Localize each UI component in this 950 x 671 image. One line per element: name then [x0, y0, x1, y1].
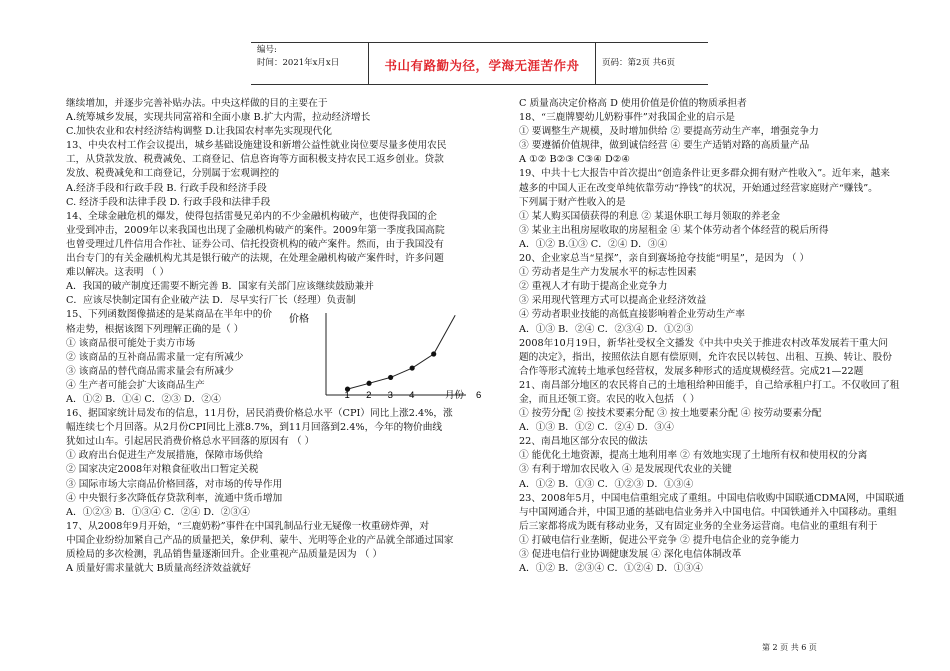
left-line: 继续增加，并逐步完善补贴办法。中央这样做的目的主要在于 [66, 98, 328, 109]
right-line: A ①② B②③ C③④ D②④ [519, 154, 631, 166]
right-line: ① 劳动者是生产力发展水平的标志性因素 [519, 267, 697, 279]
left-line: 犹如过山车。引起居民消费价格总水平回落的原因有 （ ） [66, 436, 315, 448]
right-line: 越多的中国人正在改变单纯依靠劳动“挣钱”的状况，开始通过经营家庭财产“赚钱”。 [519, 182, 878, 194]
left-line: ① 该商品很可能处于卖方市场 [66, 337, 196, 349]
left-line: 难以解决。这表明 （ ） [66, 267, 170, 279]
header-bottom-rule [251, 84, 708, 85]
page-header [251, 42, 708, 85]
left-line: A．①② B．①④ C．②③ D．②④ [66, 393, 221, 405]
page-footer: 第 2 页 共 6 页 [762, 643, 817, 652]
left-line: ④ 生产者可能会扩大该商品生产 [66, 379, 205, 391]
left-line: 13、中央农村工作会议提出，城乡基础设施建设和新增公益性就业岗位要尽量多使用农民 [66, 140, 447, 152]
x-tick-label: 4 [409, 390, 415, 399]
right-line: A．①② B．①③ C．①②③ D．①③④ [519, 478, 694, 490]
left-line: C.加快农业和农村经济结构调整 D.让我国农村率先实现现代化 [66, 126, 332, 138]
right-line: C 质量高决定价格高 D 使用价值是价值的物质承担者 [519, 98, 747, 109]
right-line: 21、南昌部分地区的农民将自己的土地租给种田能手，自己给承租户打工。不仅收回了租 [519, 379, 900, 391]
left-line: 幅连续七个月回落。从2月份CPI同比上涨8.7%，到11月回落到2.4%，今年的物价曲线 [66, 422, 443, 434]
x-tick-label: 1 [344, 390, 350, 399]
right-line: 金，而且还领工资。农民的收入包括 （ ） [519, 393, 700, 405]
left-line: C．应该尽快制定国有企业破产法 D．尽早实行厂长（经理）负责制 [66, 295, 356, 307]
left-line: 质检局的多次检测，乳品销售量逐渐回升。企业重视产品质量是因为 （ ） [66, 549, 383, 560]
left-line: 也曾受理过几件信用合作社、证券公司、信托投资机构的破产案件。然而，由于我国没有 [66, 238, 444, 250]
left-line: 16、据国家统计局发布的信息，11月份，居民消费价格总水平（CPI）同比上涨2.4%，涨 [66, 408, 453, 420]
chart-ylabel: 价格 [289, 314, 309, 325]
left-line: ④ 中央银行多次降低存贷款利率，流通中货币增加 [66, 492, 283, 504]
left-line: 业受到冲击，2009年以来我国也出现了金融机构破产的案件。2009年第一季度我国高院 [66, 224, 445, 236]
left-line: C. 经济手段和法律手段 D. 行政手段和法律手段 [66, 196, 271, 208]
right-line: A．①③ B．②④ C．②③④ D．①②③ [519, 323, 694, 335]
price-trend-line [348, 315, 456, 389]
header-motto: 书山有路勤为径，学海无涯苦作舟 [384, 58, 580, 73]
right-line: 19、中共十七大报告中首次提出“创造条件让更多群众拥有财产性收入”。近年来，越来 [519, 168, 890, 180]
right-line: 题的决定》，指出，按照依法自愿有偿原则，允许农民以转包、出租、互换、转让、股份 [519, 351, 892, 363]
right-line: ① 打破电信行业垄断，促进公平竞争 ② 提升电信企业的竞争能力 [519, 534, 800, 546]
left-line: ③ 该商品的替代商品需求量会有所减少 [66, 365, 234, 377]
right-line: ③ 要遵循价值规律，做到诚信经营 ④ 要生产适销对路的高质量产品 [519, 140, 810, 152]
header-page-label: 页码：第2页 共6页 [602, 58, 676, 68]
left-line: 17、从2008年9月开始，“三鹿奶粉”事件在中国乳制品行业无疑像一枚重磅炸弹，对 [66, 520, 430, 532]
right-line: ② 重视人才有助于提高企业竞争力 [519, 281, 668, 293]
left-line: A 质量好需求量就大 B质量高经济效益就好 [66, 563, 251, 575]
left-line: 出台专门的有关金融机构尤其是银行破产的法规，在处理金融机构破产案件时，许多问题 [66, 253, 444, 265]
right-line: A．①② B.①③ C．②④ D．③④ [519, 238, 668, 250]
left-line: 中国企业纷纷加紧自己产品的质量把关，象伊利、蒙牛、光明等企业的产品就全部通过国家 [66, 534, 454, 546]
chart-xlabel: 月份 [445, 390, 465, 399]
right-line: 2008年10月19日，新华社受权全文播发《中共中央关于推进农村改革发展若干重大问 [519, 337, 888, 349]
right-line: 后三家都将成为既有移动业务，又有固定业务的全业务运营商。电信业的重组有利于 [519, 520, 878, 532]
left-line: ① 政府出台促进生产发展措施，保障市场供给 [66, 450, 263, 462]
x-tick-label: 3 [387, 390, 393, 399]
left-line: A.经济手段和行政手段 B. 行政手段和经济手段 [66, 182, 267, 194]
right-line: 下列属于财产性收入的是 [519, 196, 626, 208]
header-page-cell [596, 42, 706, 84]
right-line: ③ 有利于增加农民收入 ④ 是发展现代农业的关键 [519, 464, 732, 476]
left-line: A.统筹城乡发展，实现共同富裕和全面小康 B.扩大内需，拉动经济增长 [66, 112, 371, 124]
right-line: 合作等形式流转土地承包经营权，发展多种形式的适度规模经营。完成21—22题 [519, 365, 864, 377]
right-line: ③ 采用现代管理方式可以提高企业经济效益 [519, 295, 707, 307]
right-line: 与中国网通合并，中国卫通的基础电信业务并入中国电信。中国铁通并入中国移动。重组 [519, 506, 897, 518]
header-info [257, 42, 377, 84]
left-line: ③ 国际市场大宗商品价格回落，对市场的传导作用 [66, 478, 283, 490]
right-line: ① 某人购买国债获得的利息 ② 某退休职工每月领取的养老金 [519, 210, 781, 222]
left-line: 14、全球金融危机的爆发，使得包括雷曼兄弟内的不少金融机构破产，也使得我国的企 [66, 210, 437, 222]
left-line: A．①②③ B．①③④ C．②④ D．②③④ [66, 506, 250, 518]
left-line: 发放、税费减免和工商登记，分别属于宏观调控的 [66, 168, 280, 180]
right-line: 18、“三鹿牌婴幼儿奶粉事件”对我国企业的启示是 [519, 112, 735, 124]
right-line: ① 按劳分配 ② 按技术要素分配 ③ 按土地要素分配 ④ 按劳动要素分配 [519, 408, 822, 420]
data-point-4 [410, 365, 415, 370]
data-point-3 [388, 375, 393, 380]
x-tick-label: 2 [366, 390, 372, 399]
left-line: 15、下列函数图像描述的是某商品在半年中的价 [66, 309, 273, 321]
right-line: ④ 劳动者职业技能的高低直接影响着企业劳动生产率 [519, 309, 745, 321]
right-column [519, 97, 905, 576]
right-line: A．①② B．②③④ C．①②④ D．①③④ [519, 563, 703, 575]
x-tick-label: 6 [476, 390, 482, 399]
right-line: A．①③ B．①② C．②④ D．③④ [519, 422, 674, 434]
left-line: ② 国家决定2008年对粮食征收出口暂定关税 [66, 464, 259, 476]
right-line: 22、南昌地区部分农民的做法 [519, 436, 648, 448]
chart-marks [345, 315, 482, 399]
right-line: 23、2008年5月，中国电信重组完成了重组。中国电信收购中国联通CDMA网，中国联通 [519, 492, 905, 504]
left-line: 格走势，根据该图下列理解正确的是（ ） [66, 323, 244, 335]
right-line: ③ 促进电信行业协调健康发展 ④ 深化电信体制改革 [519, 549, 742, 560]
right-line: ① 能优化土地资源，提高土地利用率 ② 有效地实现了土地所有权和使用权的分离 [519, 450, 868, 462]
header-motto-cell [368, 42, 596, 84]
right-line: 20、企业家总当“星探”，亲自到赛场抢夺技能“明星”，是因为 （ ） [519, 253, 810, 265]
price-trend-chart [286, 307, 482, 399]
right-line: ① 要调整生产规模，及时增加供给 ② 要提高劳动生产率，增强竞争力 [519, 126, 819, 138]
doc-number-label: 编号: [257, 45, 277, 55]
left-line: ② 该商品的互补商品需求量一定有所减少 [66, 351, 244, 363]
time-label: 时间：2021年x月x日 [257, 58, 340, 68]
left-line: 工，从贷款发放、税费减免、工商登记、信息咨询等方面积极支持农民工返乡创业。贷款 [66, 154, 444, 166]
data-point-5 [431, 351, 436, 356]
right-line: ③ 某业主出租房屋收取的房屋租金 ④ 某个体劳动者个体经营的税后所得 [519, 224, 829, 236]
left-line: A．我国的破产制度还需要不断完善 B．国家有关部门应该继续鼓励兼并 [66, 281, 374, 293]
data-point-2 [366, 381, 371, 386]
